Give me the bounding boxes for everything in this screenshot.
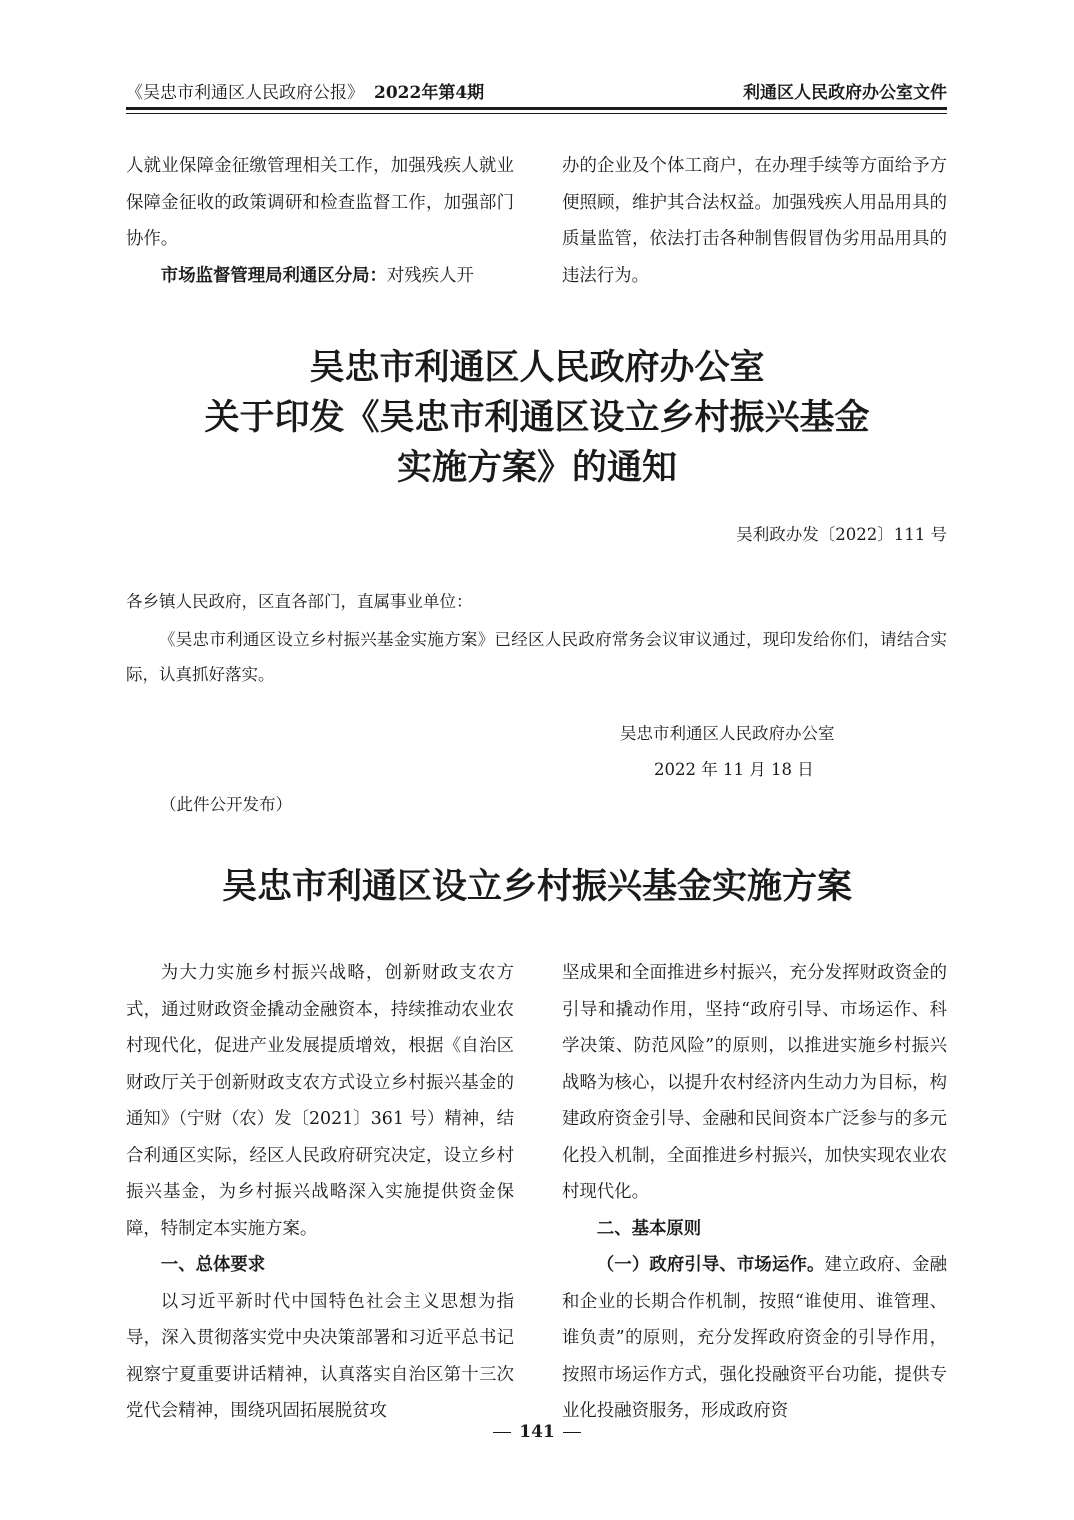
previous-section-right-column (562, 148, 947, 294)
journal-name: 《吴忠市利通区人民政府公报》 (126, 83, 364, 102)
principle-text: 建立政府、金融和企业的长期合作机制，按照“谁使用、谁管理、谁负责”的原则，充分发挥政府资金的引导作用，按照市场运作方式，强化投融资平台功能，提供专业化投融资服务，形成政府资 (562, 1255, 947, 1421)
section-heading-basic-principles: 二、基本原则 (596, 1218, 702, 1239)
header-journal-info (126, 78, 484, 103)
agency-text: 对残疾人开 (386, 265, 474, 286)
previous-paragraph-continued: 办的企业及个体工商户，在办理手续等方面给予方便照顾，维护其合法权益。加强残疾人用品用具的质量监管，依法打击各种制售假冒伪劣用品用具的违法行为。 (562, 156, 947, 286)
notice-title-line: 吴忠市利通区人民政府办公室 (309, 347, 765, 388)
document-number: 吴利政办发〔2022〕111 号 (736, 525, 947, 544)
dash-right (563, 1432, 581, 1434)
plan-left-column (126, 955, 514, 1430)
header-rule-thin (126, 113, 947, 114)
general-requirements-paragraph-continued: 坚成果和全面推进乡村振兴，充分发挥财政资金的引导和撬动作用，坚持“政府引导、市场运作、科学决策、防范风险”的原则，以推进实施乡村振兴战略为核心，以提升农村经济内生动力为目标，构建政府资金引导、金融和民间资本广泛参与的多元化投入机制，全面推进乡村振兴，加快实现农业农村现代化。 (562, 963, 947, 1202)
notice-addressee: 各乡镇人民政府，区直各部门，直属事业单位： (126, 592, 473, 611)
agency-label: 市场监督管理局利通区分局： (160, 265, 387, 286)
principle-paragraph (562, 1247, 947, 1430)
issue-number: 2022年第4期 (374, 83, 485, 103)
plan-right-column (562, 955, 947, 1430)
running-header (126, 78, 947, 108)
header-rule-thick (126, 107, 947, 110)
plan-title: 吴忠市利通区设立乡村振兴基金实施方案 (221, 866, 852, 907)
previous-paragraph-market-bureau (126, 258, 514, 295)
page-number: 141 (519, 1422, 555, 1442)
notice-title-line: 关于印发《吴忠市利通区设立乡村振兴基金 (204, 397, 870, 438)
notice-title (0, 343, 1074, 493)
previous-paragraph: 人就业保障金征缴管理相关工作，加强残疾人就业保障金征收的政策调研和检查监督工作，加强部门协作。 (126, 156, 514, 249)
notice-body-paragraph: 《吴忠市利通区设立乡村振兴基金实施方案》已经区人民政府常务会议审议通过，现印发给你们，请结合实际，认真抓好落实。 (126, 630, 947, 684)
plan-intro-paragraph: 为大力实施乡村振兴战略，创新财政支农方式，通过财政资金撬动金融资本，持续推动农业农村现代化，促进产业发展提质增效，根据《自治区财政厅关于创新财政支农方式设立乡村振兴基金的通知》（宁财（农）发〔2021〕361 号）精神，结合利通区实际，经区人民政府研究决定，设立乡村振兴基金，为乡村振兴战略深入实施提供资金保障，特制定本实施方案。 (126, 963, 514, 1239)
page-number-footer (0, 1422, 1074, 1442)
general-requirements-paragraph: 以习近平新时代中国特色社会主义思想为指导，深入贯彻落实党中央决策部署和习近平总书记视察宁夏重要讲话精神，认真落实自治区第十三次党代会精神，围绕巩固拓展脱贫攻 (126, 1291, 514, 1421)
header-document-type: 利通区人民政府办公室文件 (743, 83, 947, 103)
notice-body (126, 622, 947, 692)
principle-label: （一）政府引导、市场运作。 (596, 1255, 825, 1275)
notice-issuer: 吴忠市利通区人民政府办公室 (620, 724, 835, 743)
notice-title-line: 实施方案》的通知 (396, 447, 677, 488)
notice-date: 2022 年 11 月 18 日 (654, 760, 814, 779)
public-release-note: （此件公开发布） (160, 795, 292, 814)
previous-section-left-column (126, 148, 514, 294)
section-heading-general-requirements: 一、总体要求 (160, 1255, 266, 1275)
dash-left (493, 1432, 511, 1434)
